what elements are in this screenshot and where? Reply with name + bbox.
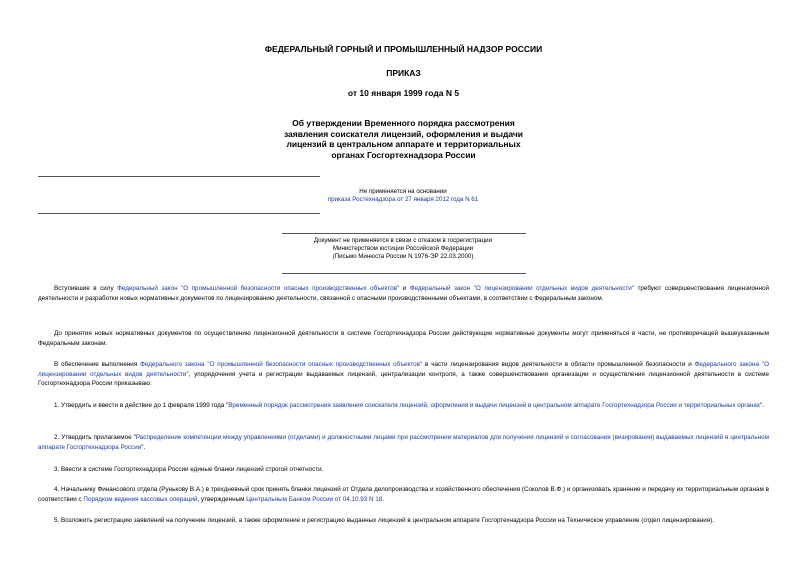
law-link-industrial-safety[interactable]: Федерального закона "О промышленной безопасности опасных производственных объектов" xyxy=(140,361,423,368)
paragraph-item-1 xyxy=(38,401,769,411)
paragraph-interim: До принятия новых нормативных документов по осуществлению лицензионной деятельности в системе Госгортехнадзора России действующие нормативные документы могут применяться в части, не противоречащей вышеуказанным Федеральным законам. xyxy=(38,330,769,347)
text: 1. Утвердить и ввести в действие до 1 февраля 1999 года " xyxy=(54,402,229,409)
registration-note xyxy=(240,237,566,262)
title-line: заявления соискателя лицензий, оформления и выдачи xyxy=(283,128,524,139)
interim-procedure-link[interactable]: Временный порядок рассмотрения заявления соискателя лицензий, оформления и выдачи лицензий в центральном аппарате Госгортехнадзора России и территориальных органах xyxy=(228,402,761,409)
registration-note-line: (Письмо Минюста России N 1976-ЭР 22.03.2000) xyxy=(332,253,474,261)
title-line: лицензий в центральном аппарате и территориальных xyxy=(286,139,521,149)
doc-title xyxy=(0,118,807,160)
registration-note-line: Министерством юстиции Российской Федерации xyxy=(332,245,474,253)
paragraph-order xyxy=(38,360,769,389)
text: В обеспечение выполнения xyxy=(54,361,141,368)
text: ". xyxy=(760,402,765,409)
divider xyxy=(282,233,526,234)
paragraph-item-5: 5. Возложить регистрацию заявлений на получение лицензий, а также оформление и регистрацию выданных лицензий в центральном аппарате Госгортехнадзора России на Техническое управление (отдел лицензирования). xyxy=(54,517,714,524)
doc-type: ПРИКАЗ xyxy=(386,68,421,78)
text: и xyxy=(399,285,410,292)
text: , утвержденным xyxy=(197,495,247,503)
text: 4. Начальнику Финансового отдела (Рунькову В.А.) в трехдневный срок принять бланки лицензий от Отдела делопроизводства и хозяйственного обеспечения (Соколов В.Ф.) и организовать хранение и передачу их территориальным органам в соответствии с xyxy=(38,486,769,503)
text: требуют совершенствования лицензионной деятельности и разработки новых нормативных документов по лицензированию деятельности, связанной с опасными производственными объектами, в соответствии с Федеральным законом. xyxy=(38,285,769,302)
paragraph-preamble xyxy=(38,284,769,303)
text: ". xyxy=(141,443,146,451)
law-link-licensing[interactable]: Федеральный закон "О лицензировании отдельных видов деятельности" xyxy=(409,285,635,292)
cash-operations-link[interactable]: Порядком ведения кассовых операций xyxy=(83,495,198,503)
text: в части лицензирования видов деятельности в области промышленной безопасности и xyxy=(422,361,695,368)
text: Вступившие в силу xyxy=(54,285,118,292)
divider xyxy=(38,213,320,214)
text: . xyxy=(382,495,385,503)
status-note-text: Не применяется на основании xyxy=(359,188,447,195)
registration-note-line: Документ не применяется в связи с отказом в госрегистрации xyxy=(313,237,493,244)
text: 2. Утвердить прилагаемое " xyxy=(54,434,136,441)
status-note xyxy=(240,188,566,204)
competence-distribution-link[interactable]: Распределение компетенции между управлениями (отделами) и должностными лицами при рассмотрении материалов для получения лицензий и согласования (визирования) выдаваемых лицензий в центральном аппарате Госгортехнадзора России xyxy=(38,434,769,451)
title-line: органах Госгортехнадзора России xyxy=(331,149,476,160)
divider xyxy=(38,176,320,177)
doc-date-number: от 10 января 1999 года N 5 xyxy=(347,88,460,98)
status-note-link[interactable]: приказа Ростехнадзора от 27 января 2012 года N 61 xyxy=(327,196,479,204)
text: , упорядочения учета и регистрации выдаваемых лицензий, централизации контроля, а также совершенствования организации и осуществления лицензионной деятельности в системе Госгортехнадзора России приказываю: xyxy=(38,370,770,387)
law-link-industrial-safety[interactable]: Федеральный закон "О промышленной безопасности опасных производственных объектов" xyxy=(117,285,400,292)
paragraph-item-2 xyxy=(38,433,769,452)
law-link-licensing[interactable]: Федерального закона "О лицензировании отдельных видов деятельности" xyxy=(38,361,769,378)
title-line: Об утверждении Временного порядка рассмотрения xyxy=(292,118,515,128)
paragraph-item-3: 3. Ввести в системе Госгортехнадзора России единые бланки лицензий строгой отчетности. xyxy=(54,466,324,473)
divider xyxy=(282,273,526,274)
central-bank-link[interactable]: Центральным Банком России от 04.10.93 N 18 xyxy=(246,495,383,503)
agency-name: ФЕДЕРАЛЬНЫЙ ГОРНЫЙ И ПРОМЫШЛЕННЫЙ НАДЗОР РОССИИ xyxy=(264,44,543,54)
paragraph-item-4 xyxy=(38,485,769,504)
